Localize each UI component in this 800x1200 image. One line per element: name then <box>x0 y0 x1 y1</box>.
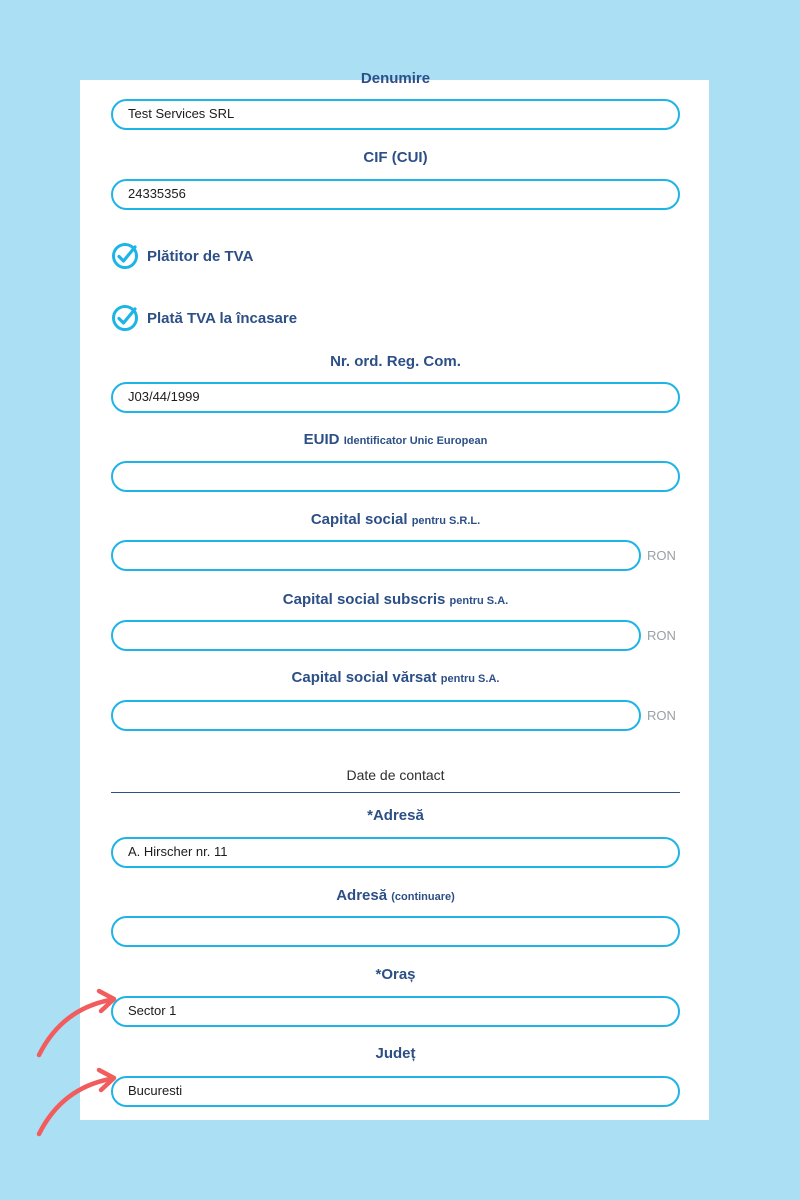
plata-tva-incasare-checkbox[interactable] <box>111 303 297 333</box>
adresa-continuare-label-text: Adresă <box>336 887 388 904</box>
capital-subscris-label <box>111 591 680 610</box>
capital-subscris-field[interactable] <box>111 620 641 651</box>
euid-label <box>111 431 680 450</box>
company-form-panel <box>80 70 709 1120</box>
denumire-label-text: Denumire <box>360 70 431 87</box>
adresa-label <box>111 807 680 825</box>
adresa-continuare-field[interactable] <box>111 916 680 947</box>
capital-social-label-text: Capital social <box>310 511 408 528</box>
adresa-label-text: *Adresă <box>367 807 424 824</box>
reg-com-label <box>111 353 680 371</box>
cif-value: 24335356 <box>128 186 186 201</box>
capital-varsat-field[interactable] <box>111 700 641 731</box>
check-circle-icon <box>111 304 139 332</box>
denumire-label <box>111 70 680 88</box>
euid-field[interactable] <box>111 461 680 492</box>
capital-social-label <box>111 511 680 530</box>
denumire-value: Test Services SRL <box>128 106 235 121</box>
judet-label-text: Județ <box>375 1045 416 1062</box>
capital-social-unit: RON <box>647 548 676 563</box>
platitor-tva-checkbox[interactable] <box>111 241 253 271</box>
judet-value: Bucuresti <box>128 1083 183 1098</box>
judet-field[interactable] <box>111 1076 680 1107</box>
reg-com-field[interactable] <box>111 382 680 413</box>
capital-social-sublabel: pentru S.R.L. <box>411 515 481 527</box>
capital-varsat-label <box>111 669 680 688</box>
capital-subscris-label-text: Capital social subscris <box>282 591 446 608</box>
capital-varsat-sublabel: pentru S.A. <box>440 673 500 685</box>
capital-subscris-sublabel: pentru S.A. <box>449 595 509 607</box>
adresa-continuare-label <box>111 887 680 906</box>
contact-section-heading: Date de contact <box>111 764 680 793</box>
plata-tva-incasare-label: Plată TVA la încasare <box>147 309 298 327</box>
oras-value: Sector 1 <box>128 1003 177 1018</box>
euid-sublabel: Identificator Unic European <box>343 435 488 447</box>
cif-label <box>111 149 680 167</box>
adresa-value: A. Hirscher nr. 11 <box>128 844 228 859</box>
oras-field[interactable] <box>111 996 680 1027</box>
capital-varsat-unit: RON <box>647 708 676 723</box>
denumire-field[interactable] <box>111 99 680 130</box>
oras-label-text: *Oraș <box>375 966 416 983</box>
judet-label <box>111 1045 680 1063</box>
capital-subscris-unit: RON <box>647 628 676 643</box>
curved-arrow-icon <box>30 1064 130 1139</box>
platitor-tva-label: Plătitor de TVA <box>147 247 254 265</box>
capital-varsat-label-text: Capital social vărsat <box>291 669 437 686</box>
adresa-continuare-sublabel: (continuare) <box>391 891 455 903</box>
reg-com-label-text: Nr. ord. Reg. Com. <box>330 353 461 370</box>
oras-label <box>111 966 680 984</box>
curved-arrow-icon <box>30 985 130 1060</box>
euid-label-text: EUID <box>303 431 340 448</box>
cif-label-text: CIF (CUI) <box>363 149 428 166</box>
reg-com-value: J03/44/1999 <box>128 389 200 404</box>
cif-field[interactable] <box>111 179 680 210</box>
check-circle-icon <box>111 242 139 270</box>
adresa-field[interactable] <box>111 837 680 868</box>
capital-social-field[interactable] <box>111 540 641 571</box>
